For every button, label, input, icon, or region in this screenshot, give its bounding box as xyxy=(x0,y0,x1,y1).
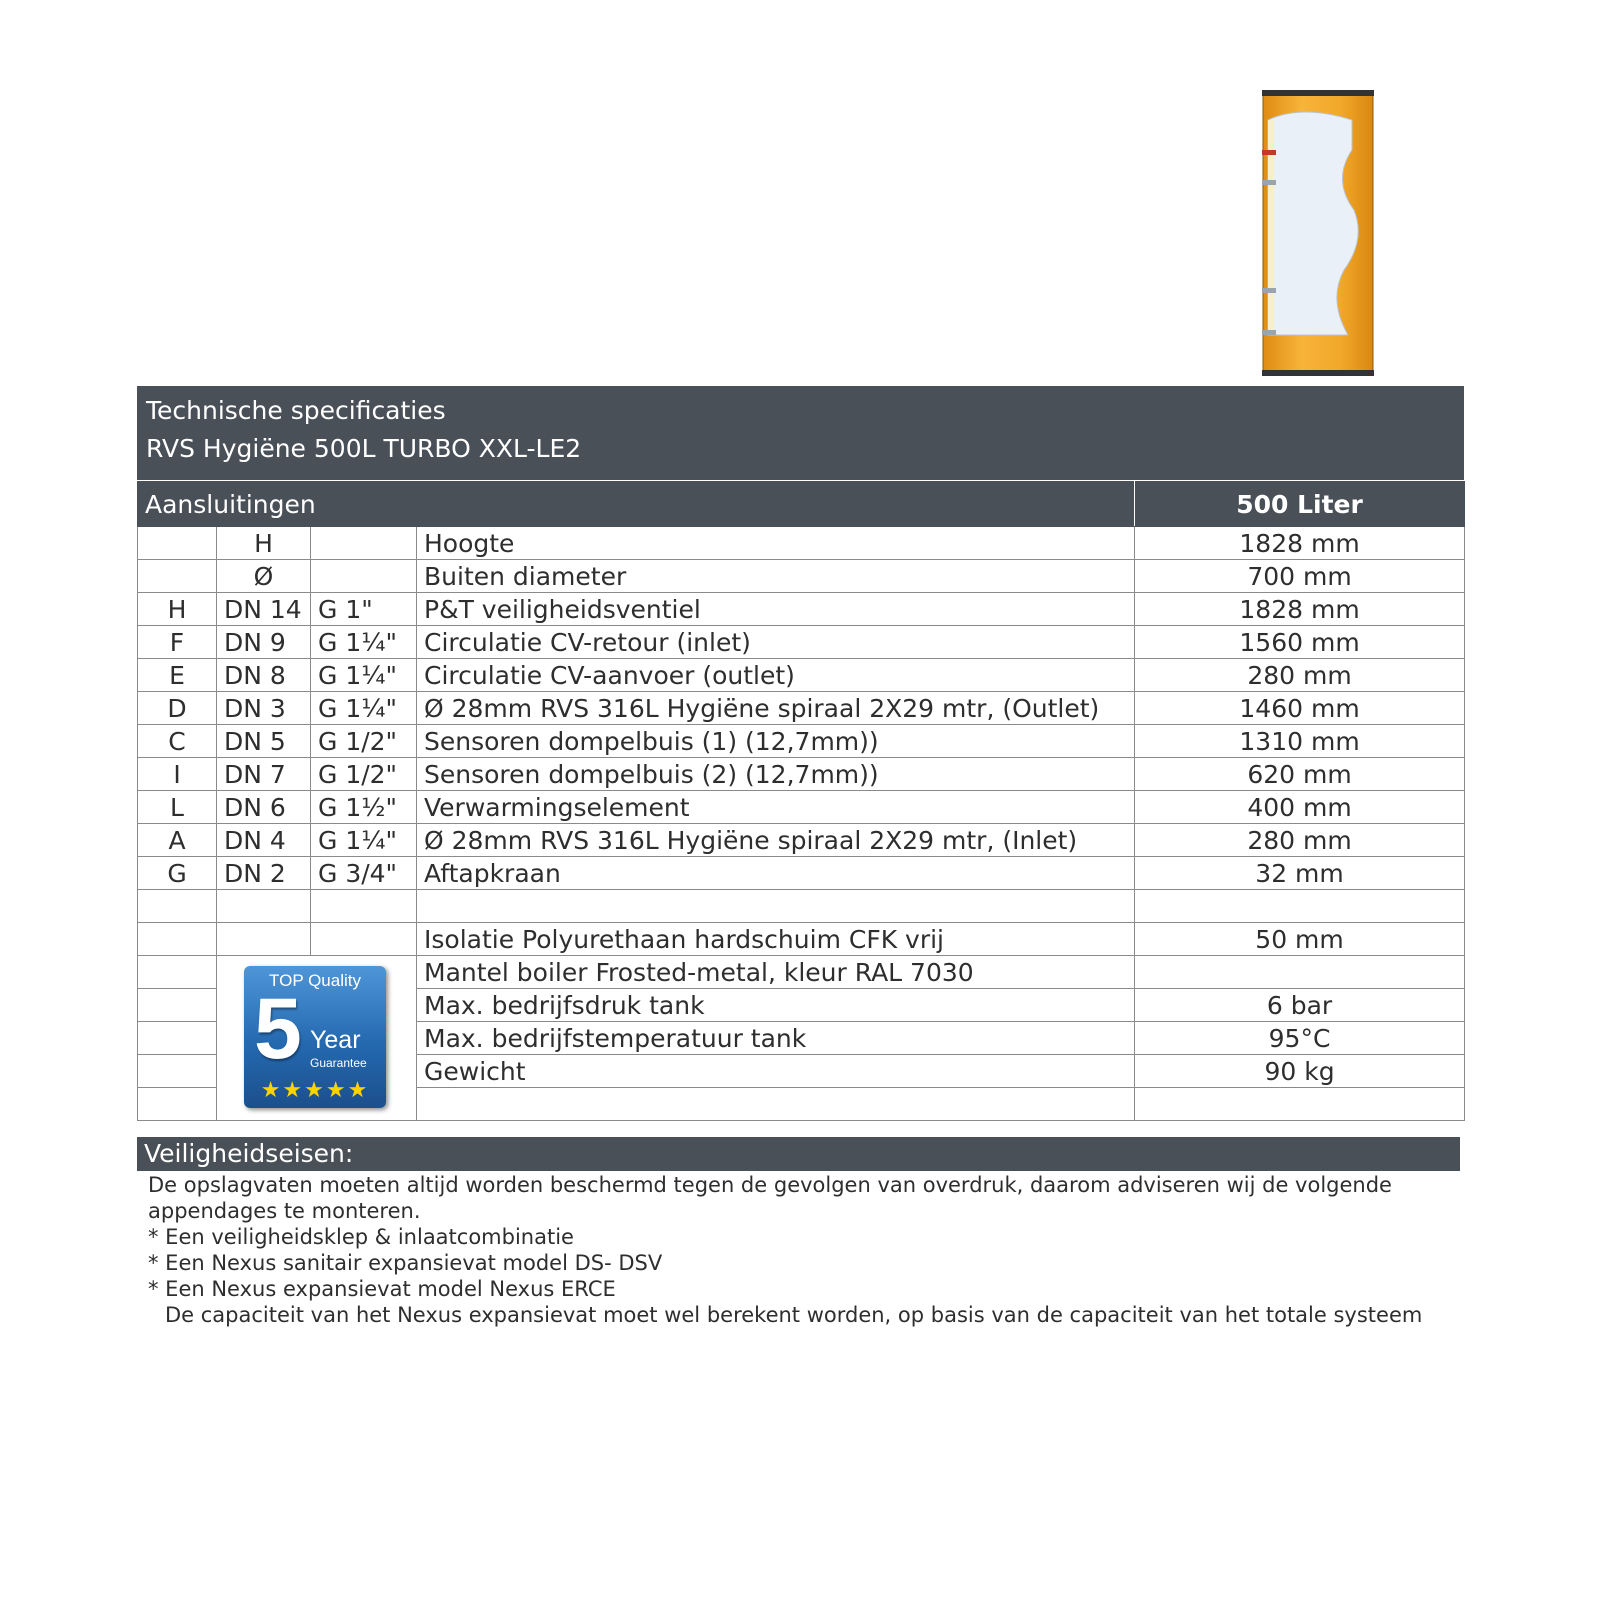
badge-stars-icon: ★★★★★ xyxy=(260,1078,370,1103)
badge-guarantee: Guarantee xyxy=(310,1056,367,1070)
connection-code: E xyxy=(138,659,217,692)
safety-line: De capaciteit van het Nexus expansievat moet wel berekent worden, op basis van de capaciteit van het totale systeem xyxy=(165,1303,1423,1327)
five-year-guarantee-badge xyxy=(244,966,386,1108)
connection-desc: Ø 28mm RVS 316L Hygiëne spiraal 2X29 mtr, (Inlet) xyxy=(417,824,1135,857)
connection-desc: Buiten diameter xyxy=(417,560,1135,593)
table-row xyxy=(138,560,1465,593)
badge-top-quality: TOP Quality xyxy=(269,971,361,990)
connection-code: I xyxy=(138,758,217,791)
connection-desc: Sensoren dompelbuis (1) (12,7mm)) xyxy=(417,725,1135,758)
table-row-extra xyxy=(138,956,1465,989)
extra-value: 95°C xyxy=(1135,1022,1465,1055)
connection-desc: Circulatie CV-aanvoer (outlet) xyxy=(417,659,1135,692)
connection-value: 280 mm xyxy=(1135,824,1465,857)
extra-desc: Gewicht xyxy=(417,1055,1135,1088)
connection-thread: G 1¼" xyxy=(311,692,417,725)
connection-value: 1828 mm xyxy=(1135,593,1465,626)
connection-value: 1560 mm xyxy=(1135,626,1465,659)
table-row xyxy=(138,791,1465,824)
connection-code: F xyxy=(138,626,217,659)
connection-desc: Circulatie CV-retour (inlet) xyxy=(417,626,1135,659)
connection-desc: Sensoren dompelbuis (2) (12,7mm)) xyxy=(417,758,1135,791)
connection-thread: G 3/4" xyxy=(311,857,417,890)
connection-code xyxy=(138,527,217,560)
connection-value: 700 mm xyxy=(1135,560,1465,593)
model-name: RVS Hygiëne 500L TURBO XXL-LE2 xyxy=(146,434,582,463)
connections-header: Aansluitingen xyxy=(138,482,1135,527)
connection-code xyxy=(138,560,217,593)
connection-thread: G 1¼" xyxy=(311,824,417,857)
extra-value: 6 bar xyxy=(1135,989,1465,1022)
connection-value: 280 mm xyxy=(1135,659,1465,692)
connection-dn: DN 2 xyxy=(217,857,311,890)
extra-value: 90 kg xyxy=(1135,1055,1465,1088)
connection-value: 32 mm xyxy=(1135,857,1465,890)
badge-year: Year xyxy=(310,1026,361,1054)
table-row xyxy=(138,725,1465,758)
safety-text xyxy=(148,1172,1458,1328)
extra-desc: Max. bedrijfstemperatuur tank xyxy=(417,1022,1135,1055)
connection-thread xyxy=(311,560,417,593)
connection-thread: G 1/2" xyxy=(311,725,417,758)
safety-line: De opslagvaten moeten altijd worden beschermd tegen de gevolgen van overdruk, daarom adviseren wij de volgende xyxy=(148,1173,1392,1197)
safety-title: Veiligheidseisen: xyxy=(137,1137,1460,1171)
table-header-row xyxy=(138,482,1465,527)
connection-thread: G 1¼" xyxy=(311,626,417,659)
connection-desc: Ø 28mm RVS 316L Hygiëne spiraal 2X29 mtr, (Outlet) xyxy=(417,692,1135,725)
connection-value: 400 mm xyxy=(1135,791,1465,824)
connection-code: L xyxy=(138,791,217,824)
connection-dn: DN 7 xyxy=(217,758,311,791)
table-row-insulation xyxy=(138,923,1465,956)
connection-code: H xyxy=(138,593,217,626)
extra-desc: Mantel boiler Frosted-metal, kleur RAL 7030 xyxy=(417,956,1135,989)
boiler-illustration xyxy=(1262,90,1374,378)
connection-value: 620 mm xyxy=(1135,758,1465,791)
connection-dn: DN 6 xyxy=(217,791,311,824)
connection-thread xyxy=(311,527,417,560)
safety-line: * Een Nexus sanitair expansievat model DS- DSV xyxy=(148,1251,663,1275)
safety-line: appendages te monteren. xyxy=(148,1199,421,1223)
connection-dn: Ø xyxy=(217,560,311,593)
connection-desc: Aftapkraan xyxy=(417,857,1135,890)
capacity-header: 500 Liter xyxy=(1135,482,1465,527)
spec-title: Technische specificaties xyxy=(146,396,446,425)
connection-desc: Hoogte xyxy=(417,527,1135,560)
connection-dn: H xyxy=(217,527,311,560)
connection-dn: DN 8 xyxy=(217,659,311,692)
table-row xyxy=(138,593,1465,626)
table-row xyxy=(138,626,1465,659)
connection-dn: DN 3 xyxy=(217,692,311,725)
connection-dn: DN 14 xyxy=(217,593,311,626)
spec-table xyxy=(137,481,1465,1121)
connection-value: 1310 mm xyxy=(1135,725,1465,758)
extra-desc: Max. bedrijfsdruk tank xyxy=(417,989,1135,1022)
connection-thread: G 1/2" xyxy=(311,758,417,791)
table-row xyxy=(138,824,1465,857)
table-row xyxy=(138,857,1465,890)
insulation-value: 50 mm xyxy=(1135,923,1465,956)
table-row xyxy=(138,659,1465,692)
safety-line: * Een veiligheidsklep & inlaatcombinatie xyxy=(148,1225,574,1249)
connection-dn: DN 4 xyxy=(217,824,311,857)
table-row-empty xyxy=(138,890,1465,923)
connection-desc: Verwarmingselement xyxy=(417,791,1135,824)
table-row xyxy=(138,758,1465,791)
extra-value xyxy=(1135,956,1465,989)
connection-thread: G 1" xyxy=(311,593,417,626)
connection-code: C xyxy=(138,725,217,758)
connection-desc: P&T veiligheidsventiel xyxy=(417,593,1135,626)
safety-line: * Een Nexus expansievat model Nexus ERCE xyxy=(148,1277,616,1301)
connection-code: D xyxy=(138,692,217,725)
table-row xyxy=(138,692,1465,725)
connection-dn: DN 5 xyxy=(217,725,311,758)
connection-thread: G 1¼" xyxy=(311,659,417,692)
guarantee-cell xyxy=(217,956,417,1121)
connection-dn: DN 9 xyxy=(217,626,311,659)
connection-value: 1828 mm xyxy=(1135,527,1465,560)
connection-value: 1460 mm xyxy=(1135,692,1465,725)
connection-code: G xyxy=(138,857,217,890)
connection-code: A xyxy=(138,824,217,857)
insulation-desc: Isolatie Polyurethaan hardschuim CFK vrij xyxy=(417,923,1135,956)
badge-digit: 5 xyxy=(254,981,302,1077)
connection-thread: G 1½" xyxy=(311,791,417,824)
spec-header xyxy=(137,386,1464,480)
table-row xyxy=(138,527,1465,560)
